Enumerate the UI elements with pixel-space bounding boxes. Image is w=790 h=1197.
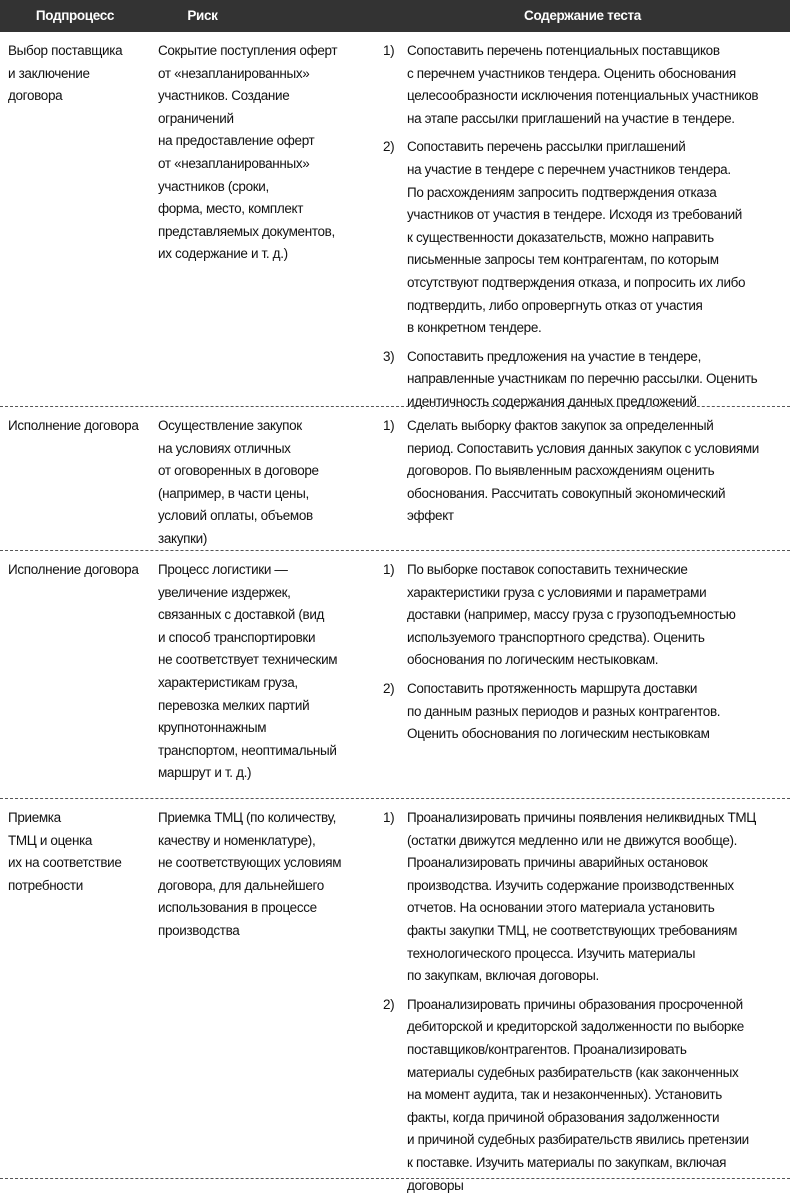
test-line: обоснования. Рассчитать совокупный экономический xyxy=(407,483,790,506)
test-content-cell xyxy=(375,551,790,798)
test-line: период. Сопоставить условия данных закупок с условиями xyxy=(407,438,790,461)
test-line: (остатки движутся медленно или не движутся вообще). xyxy=(407,830,790,853)
test-list xyxy=(383,415,790,528)
subprocess-line: Исполнение договора xyxy=(8,559,150,582)
header-risk: Риск xyxy=(150,5,375,28)
risk-line: от оговоренных в договоре xyxy=(158,460,375,483)
test-line: материалы судебных разбирательств (как законченных xyxy=(407,1062,790,1085)
test-content-cell xyxy=(375,407,790,550)
subprocess-cell xyxy=(0,799,150,1178)
test-text xyxy=(407,678,790,746)
test-line: Сопоставить перечень потенциальных поставщиков xyxy=(407,40,790,63)
test-line: доставки (например, массу груза с грузоподъемностью xyxy=(407,604,790,627)
test-text xyxy=(407,346,790,414)
risk-line: (например, в части цены, xyxy=(158,483,375,506)
test-line: Оценить обоснования по логическим нестыковкам xyxy=(407,723,790,746)
risk-line: от «незапланированных» xyxy=(158,63,375,86)
test-list xyxy=(383,40,790,414)
test-line: подтвердить, либо опровергнуть отказ от участия xyxy=(407,295,790,318)
risk-line: увеличение издержек, xyxy=(158,582,375,605)
test-item xyxy=(383,136,790,339)
risk-line: участников. Создание xyxy=(158,85,375,108)
test-line: Сопоставить предложения на участие в тендере, xyxy=(407,346,790,369)
test-line: на этапе рассылки приглашений на участие в тендере. xyxy=(407,108,790,131)
risk-cell xyxy=(150,32,375,406)
test-line: Проанализировать причины аварийных остановок xyxy=(407,852,790,875)
test-line: к поставке. Изучить материалы по закупкам, включая xyxy=(407,1152,790,1175)
risk-line: производства xyxy=(158,920,375,943)
test-line: по данным разных периодов и разных контрагентов. xyxy=(407,701,790,724)
test-number: 1) xyxy=(383,559,407,672)
test-number: 1) xyxy=(383,807,407,988)
risk-line: характеристикам груза, xyxy=(158,672,375,695)
test-line: письменные запросы тем контрагентам, по которым xyxy=(407,249,790,272)
risk-line: от «незапланированных» xyxy=(158,153,375,176)
test-list xyxy=(383,559,790,746)
test-line: договоров. По выявленным расхождениям оценить xyxy=(407,460,790,483)
test-text xyxy=(407,136,790,339)
header-test-content: Содержание теста xyxy=(375,5,790,28)
test-item xyxy=(383,415,790,528)
risk-line: Осуществление закупок xyxy=(158,415,375,438)
test-line: отчетов. На основании этого материала установить xyxy=(407,897,790,920)
test-line: отсутствуют подтверждения отказа, и попросить их либо xyxy=(407,272,790,295)
table-body xyxy=(0,32,790,1179)
test-number: 2) xyxy=(383,678,407,746)
risk-line: перевозка мелких партий xyxy=(158,695,375,718)
risk-line: маршрут и т. д.) xyxy=(158,762,375,785)
risk-line: форма, место, комплект xyxy=(158,198,375,221)
test-text xyxy=(407,559,790,672)
risk-cell xyxy=(150,551,375,798)
test-line: обоснования по логическим нестыковкам. xyxy=(407,649,790,672)
test-number: 1) xyxy=(383,415,407,528)
subprocess-cell xyxy=(0,32,150,406)
subprocess-line: договора xyxy=(8,85,150,108)
test-line: эффект xyxy=(407,505,790,528)
test-text xyxy=(407,415,790,528)
test-content-cell xyxy=(375,799,790,1178)
test-line: факты закупки ТМЦ, не соответствующих требованиям xyxy=(407,920,790,943)
table-row xyxy=(0,407,790,551)
test-item xyxy=(383,807,790,988)
test-line: к существенности доказательств, можно направить xyxy=(407,227,790,250)
test-line: дебиторской и кредиторской задолженности по выборке xyxy=(407,1016,790,1039)
test-line: поставщиков/контрагентов. Проанализировать xyxy=(407,1039,790,1062)
risk-line: Сокрытие поступления оферт xyxy=(158,40,375,63)
risk-line: ограничений xyxy=(158,108,375,131)
test-line: на участие в тендере с перечнем участников тендера. xyxy=(407,159,790,182)
risk-line: их содержание и т. д.) xyxy=(158,243,375,266)
test-line: целесообразности исключения потенциальных участников xyxy=(407,85,790,108)
test-line: участников от участия в тендере. Исходя из требований xyxy=(407,204,790,227)
test-line: Проанализировать причины появления неликвидных ТМЦ xyxy=(407,807,790,830)
risk-line: качеству и номенклатуре), xyxy=(158,830,375,853)
test-item xyxy=(383,994,790,1197)
subprocess-cell xyxy=(0,551,150,798)
test-line: в конкретном тендере. xyxy=(407,317,790,340)
test-line: факты, когда причиной образования задолженности xyxy=(407,1107,790,1130)
table-row xyxy=(0,799,790,1179)
test-content-cell xyxy=(375,32,790,406)
subprocess-cell xyxy=(0,407,150,550)
table-header xyxy=(0,0,790,32)
test-item xyxy=(383,346,790,414)
test-text xyxy=(407,40,790,130)
test-item xyxy=(383,678,790,746)
risk-line: использования в процессе xyxy=(158,897,375,920)
header-subprocess: Подпроцесс xyxy=(0,5,150,28)
test-number: 3) xyxy=(383,346,407,414)
risk-line: связанных с доставкой (вид xyxy=(158,604,375,627)
subprocess-line: Выбор поставщика xyxy=(8,40,150,63)
risk-line: не соответствует техническим xyxy=(158,649,375,672)
test-item xyxy=(383,559,790,672)
risk-line: не соответствующих условиям xyxy=(158,852,375,875)
risk-line: представляемых документов, xyxy=(158,221,375,244)
risk-cell xyxy=(150,407,375,550)
table-row xyxy=(0,32,790,407)
test-line: Проанализировать причины образования просроченной xyxy=(407,994,790,1017)
test-line: Сопоставить перечень рассылки приглашений xyxy=(407,136,790,159)
test-line: используемого транспортного средства). Оценить xyxy=(407,627,790,650)
test-item xyxy=(383,40,790,130)
risk-line: и способ транспортировки xyxy=(158,627,375,650)
test-line: По расхождениям запросить подтверждения отказа xyxy=(407,182,790,205)
risk-line: закупки) xyxy=(158,528,375,551)
risk-line: на условиях отличных xyxy=(158,438,375,461)
test-text xyxy=(407,807,790,988)
subprocess-line: их на соответствие xyxy=(8,852,150,875)
risk-line: Процесс логистики — xyxy=(158,559,375,582)
test-line: Сопоставить протяженность маршрута доставки xyxy=(407,678,790,701)
risk-cell xyxy=(150,799,375,1178)
risk-line: на предоставление оферт xyxy=(158,130,375,153)
test-number: 2) xyxy=(383,994,407,1197)
test-list xyxy=(383,807,790,1197)
risk-line: условий оплаты, объемов xyxy=(158,505,375,528)
test-line: договоры xyxy=(407,1175,790,1197)
test-line: технологического процесса. Изучить материалы xyxy=(407,943,790,966)
subprocess-line: потребности xyxy=(8,875,150,898)
risk-line: транспортом, неоптимальный xyxy=(158,740,375,763)
test-line: по закупкам, включая договоры. xyxy=(407,965,790,988)
risk-line: договора, для дальнейшего xyxy=(158,875,375,898)
subprocess-line: и заключение xyxy=(8,63,150,86)
test-line: и причиной судебных разбирательств явились претензии xyxy=(407,1129,790,1152)
risk-line: крупнотоннажным xyxy=(158,717,375,740)
table-row xyxy=(0,551,790,799)
risk-line: участников (сроки, xyxy=(158,176,375,199)
subprocess-line: ТМЦ и оценка xyxy=(8,830,150,853)
test-line: производства. Изучить содержание производственных xyxy=(407,875,790,898)
test-line: направленные участникам по перечню рассылки. Оценить xyxy=(407,368,790,391)
subprocess-line: Приемка xyxy=(8,807,150,830)
risk-line: Приемка ТМЦ (по количеству, xyxy=(158,807,375,830)
test-line: с перечнем участников тендера. Оценить обоснования xyxy=(407,63,790,86)
subprocess-line: Исполнение договора xyxy=(8,415,150,438)
test-line: Сделать выборку фактов закупок за определенный xyxy=(407,415,790,438)
test-line: идентичность содержания данных предложений xyxy=(407,391,790,414)
test-text xyxy=(407,994,790,1197)
test-number: 2) xyxy=(383,136,407,339)
test-line: на момент аудита, так и незаконченных). Установить xyxy=(407,1084,790,1107)
test-number: 1) xyxy=(383,40,407,130)
test-line: По выборке поставок сопоставить технические xyxy=(407,559,790,582)
test-line: характеристики груза с условиями и параметрами xyxy=(407,582,790,605)
